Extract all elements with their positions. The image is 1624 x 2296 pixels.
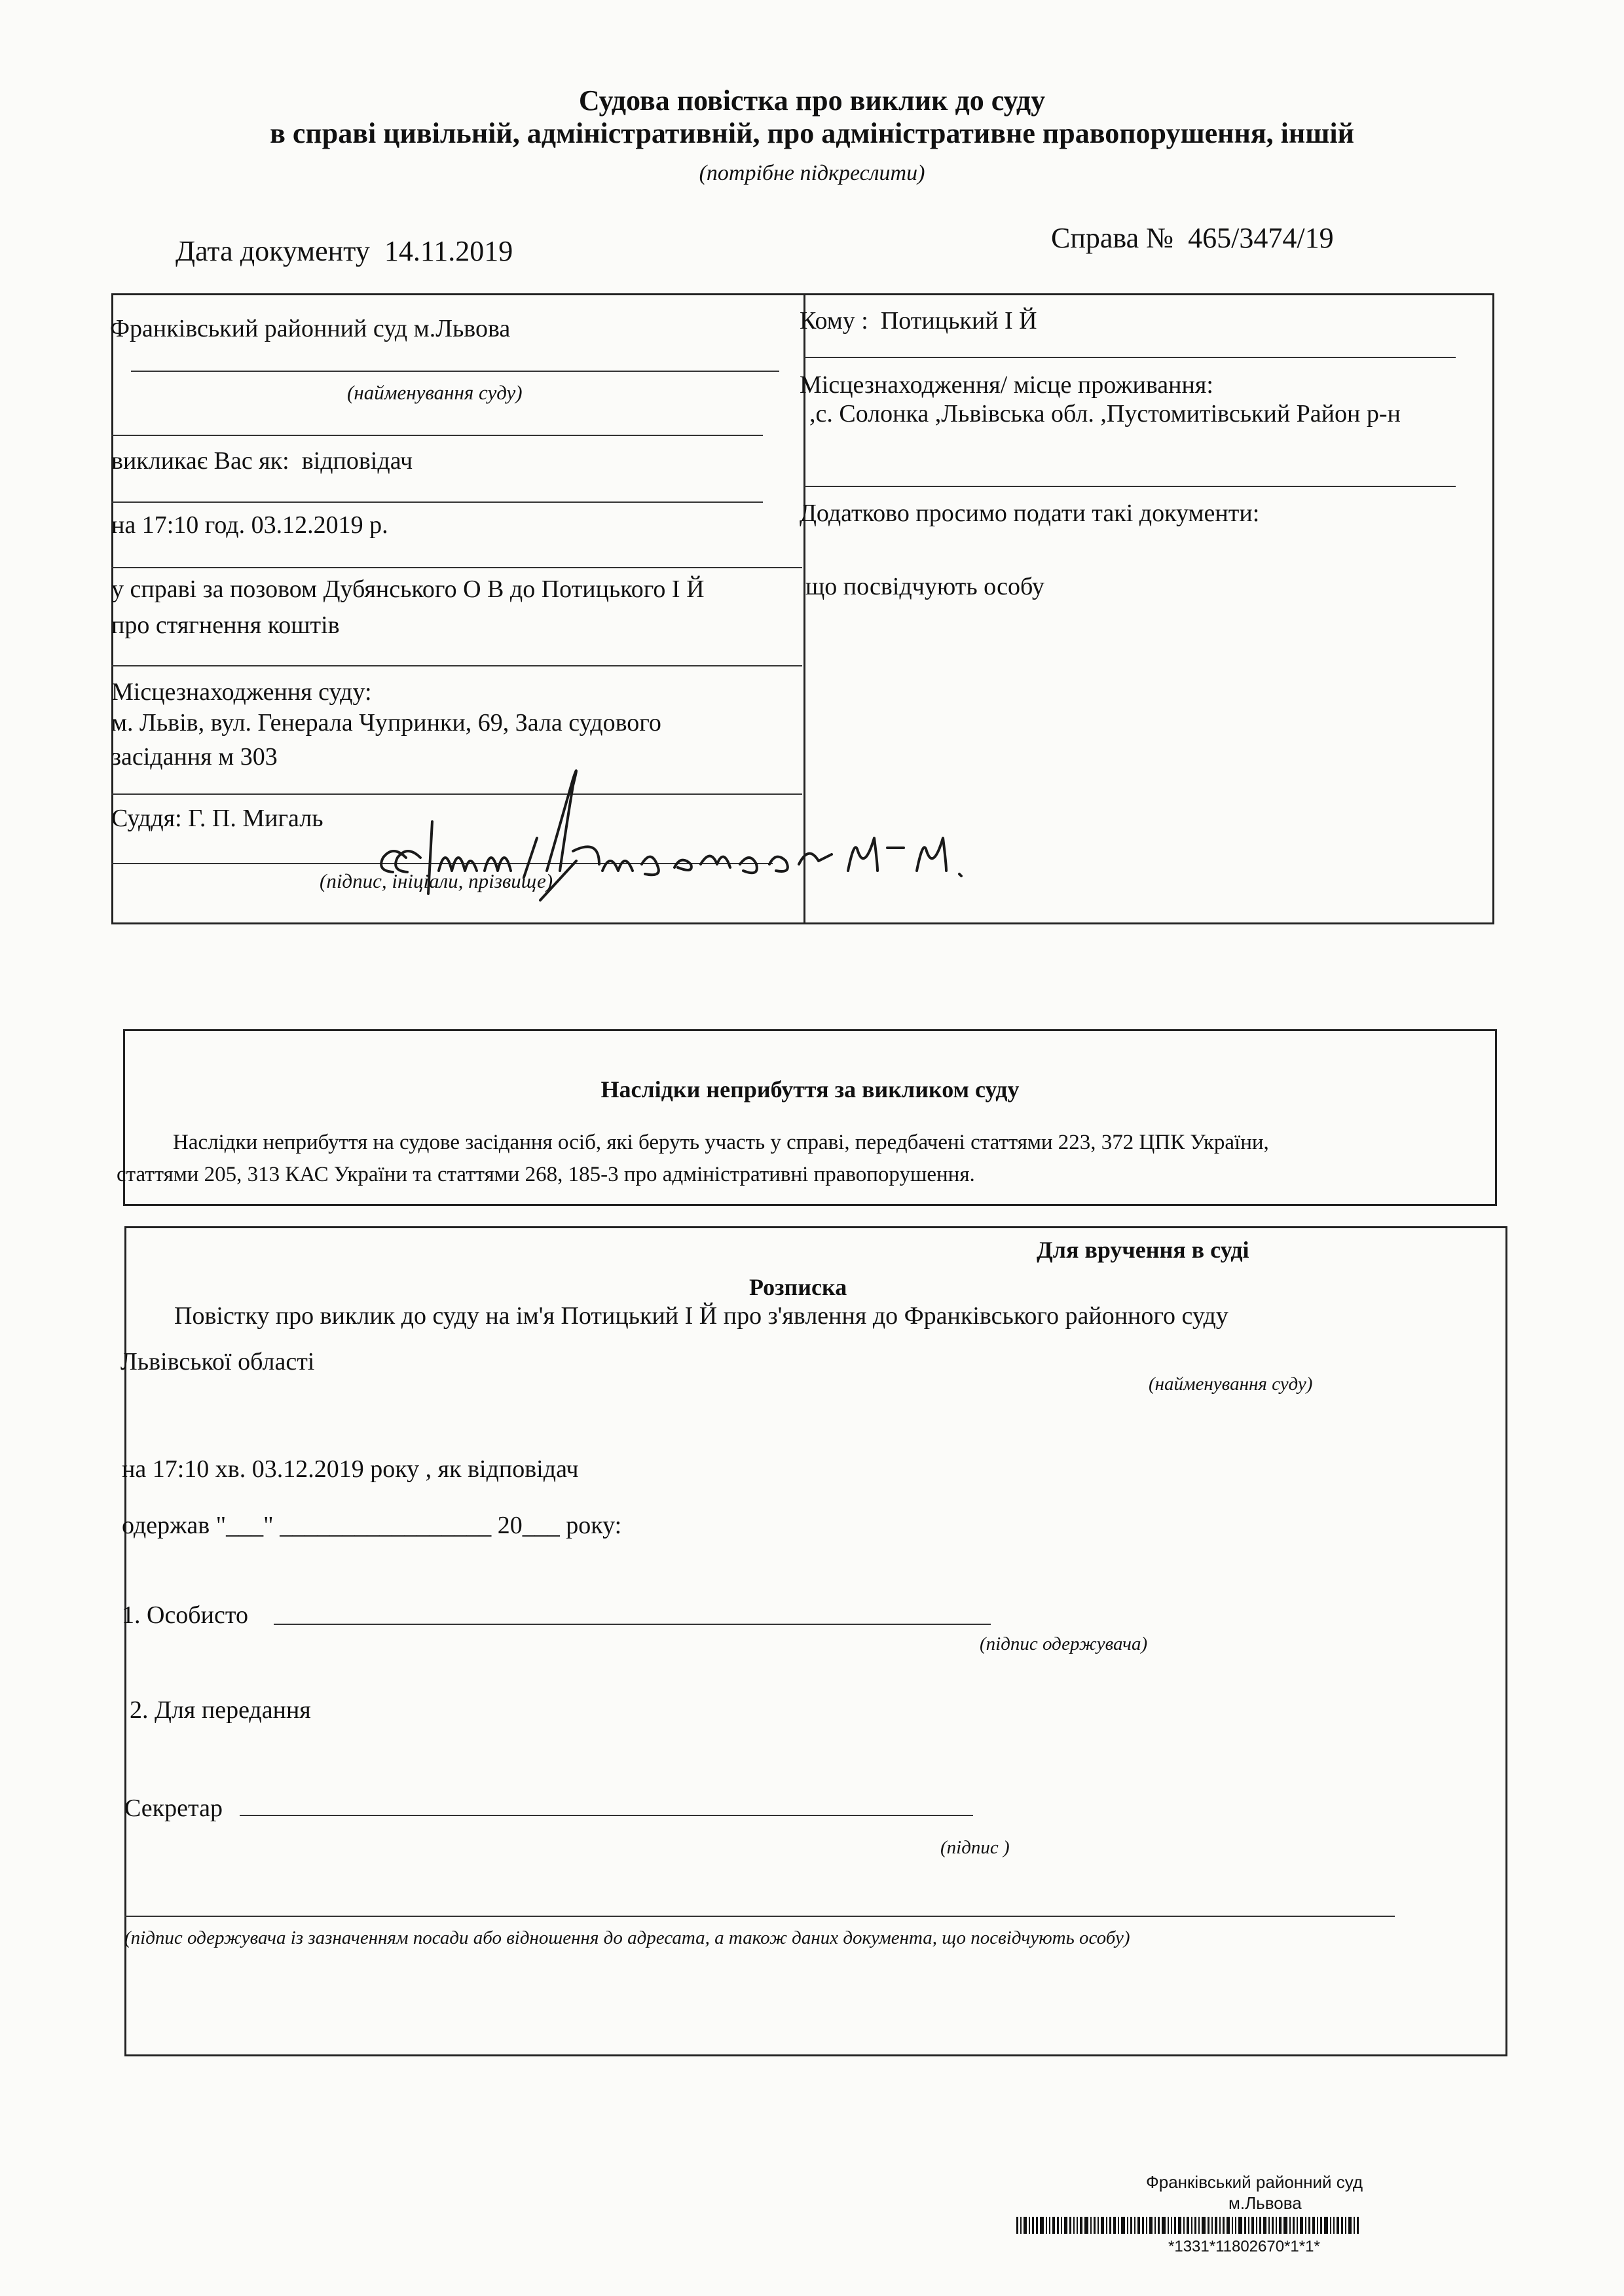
recipient-signature-line (124, 1916, 1395, 1917)
received-date-line: одержав "___" _________________ 20___ року: (122, 1512, 622, 1539)
barcode-bar (1244, 2217, 1246, 2234)
residence-value: ,с. Солонка ,Львівська обл. ,Пустомитівський Район р-н (809, 400, 1401, 428)
barcode-bar (1118, 2217, 1119, 2234)
underline-note: (потрібне підкреслити) (699, 161, 925, 185)
barcode-bar (1223, 2217, 1225, 2234)
barcode-bar (1130, 2217, 1132, 2234)
case-label: Справа № (1051, 222, 1174, 254)
barcode-bar (1219, 2217, 1221, 2234)
barcode-bar (1077, 2217, 1078, 2234)
court-location-line2: засідання м 303 (111, 743, 278, 771)
barcode-bar (1061, 2217, 1062, 2234)
date-value: 14.11.2019 (384, 235, 513, 267)
barcode-bar (1094, 2217, 1096, 2234)
document-title: Судова повістка про виклик до суду (578, 84, 1046, 117)
recipient-label: Кому : (800, 307, 868, 335)
barcode-bar (1337, 2217, 1339, 2234)
barcode-bar (1121, 2217, 1125, 2234)
court-caption: (найменування суду) (347, 381, 523, 404)
court-name: Франківський районний суд м.Львова (110, 315, 511, 342)
barcode-bar (1146, 2217, 1147, 2234)
barcode-bar (1174, 2217, 1176, 2234)
recipient-value: Потицький І Й (880, 307, 1037, 335)
barcode-bar (1046, 2217, 1047, 2234)
judge-name: Суддя: Г. П. Мигаль (111, 805, 323, 832)
barcode (1016, 2217, 1514, 2234)
barcode-bar (1137, 2217, 1140, 2234)
barcode-bar (1016, 2217, 1018, 2234)
recipient-signature-caption: (підпис одержувача із зазначенням посади або відношення до адресата, а також даних документа, що посвідчують особу) (124, 1927, 1130, 1948)
barcode-bar (1168, 2217, 1169, 2234)
barcode-bar (1324, 2217, 1328, 2234)
case-number (1051, 221, 1334, 255)
barcode-bar (1256, 2217, 1257, 2234)
barcode-bar (1191, 2217, 1192, 2234)
recipient-line-rule (804, 357, 1456, 358)
consequences-line1: Наслідки неприбуття на судове засідання осіб, які беруть участь у справі, передбачені статтями 223, 372 ЦПК України, (173, 1131, 1269, 1154)
barcode-bar (1106, 2217, 1107, 2234)
barcode-bar (1101, 2217, 1104, 2234)
barcode-bar (1202, 2217, 1206, 2234)
barcode-bar (1171, 2217, 1172, 2234)
barcode-bar (1036, 2217, 1038, 2234)
barcode-bar (1341, 2217, 1343, 2234)
barcode-bar (1142, 2217, 1144, 2234)
barcode-bar (1127, 2217, 1128, 2234)
barcode-bar (1069, 2217, 1071, 2234)
barcode-bar (1084, 2217, 1088, 2234)
personally-caption: (підпис одержувача) (980, 1633, 1148, 1654)
signature-caption: (підпис, ініціали, прізвище) (320, 869, 553, 892)
receipt-line1: Повістку про виклик до суду на ім'я Потицький І Й про з'явлення до Франківського районного суду (174, 1302, 1228, 1330)
barcode-bar (1064, 2217, 1067, 2234)
court-location-label: Місцезнаходження суду: (111, 678, 372, 706)
barcode-bar (1300, 2217, 1303, 2234)
barcode-bar (1113, 2217, 1116, 2234)
barcode-bar (1251, 2217, 1254, 2234)
barcode-bar (1208, 2217, 1209, 2234)
secretary-label: Секретар (124, 1795, 223, 1822)
role-value: відповідач (301, 447, 413, 475)
barcode-bar (1235, 2217, 1236, 2234)
court-name-line (131, 371, 779, 372)
barcode-bar (1345, 2217, 1346, 2234)
barcode-bar (1333, 2217, 1335, 2234)
barcode-bar (1238, 2217, 1242, 2234)
barcode-bar (1308, 2217, 1310, 2234)
barcode-bar (1029, 2217, 1030, 2234)
barcode-bar (1293, 2217, 1295, 2234)
divider-line (111, 567, 802, 568)
court-location-line1: м. Львів, вул. Генерала Чупринки, 69, Зала судового (111, 709, 661, 737)
barcode-bar (1211, 2217, 1213, 2234)
role-line (111, 446, 413, 475)
receipt-time-line: на 17:10 хв. 03.12.2019 року , як відповідач (122, 1455, 579, 1483)
barcode-bar (1330, 2217, 1331, 2234)
barcode-bar (1317, 2217, 1318, 2234)
barcode-bar (1149, 2217, 1153, 2234)
barcode-bar (1263, 2217, 1266, 2234)
divider-line (111, 501, 763, 503)
barcode-bar (1194, 2217, 1196, 2234)
barcode-bar (1272, 2217, 1274, 2234)
barcode-bar (1276, 2217, 1277, 2234)
documents-label: Додатково просимо подати такі документи: (800, 500, 1260, 527)
barcode-bar (1090, 2217, 1092, 2234)
barcode-bar (1040, 2217, 1044, 2234)
personally-label: 1. Особисто (122, 1601, 248, 1629)
barcode-bar (1312, 2217, 1315, 2234)
secretary-caption: (підпис ) (940, 1837, 1010, 1858)
court-stamp-line2: м.Львова (1228, 2193, 1302, 2213)
barcode-bar (1080, 2217, 1082, 2234)
receipt-corner-note: Для вручення в суді (1037, 1237, 1249, 1263)
barcode-bar (1248, 2217, 1249, 2234)
receipt-title: Розписка (749, 1274, 847, 1300)
handwritten-signature (367, 766, 995, 917)
barcode-bar (1049, 2217, 1050, 2234)
barcode-bar (1227, 2217, 1230, 2234)
barcode-bar (1198, 2217, 1200, 2234)
barcode-bar (1289, 2217, 1291, 2234)
residence-line-rule (804, 486, 1456, 487)
barcode-bar (1057, 2217, 1059, 2234)
case-subject-line2: про стягнення коштів (111, 611, 340, 639)
barcode-bar (1178, 2217, 1181, 2234)
barcode-bar (1215, 2217, 1217, 2234)
barcode-bar (1162, 2217, 1166, 2234)
barcode-bar (1158, 2217, 1160, 2234)
transfer-label: 2. Для передання (130, 1696, 311, 1724)
barcode-bar (1348, 2217, 1352, 2234)
receipt-line2: Львівської області (120, 1348, 315, 1376)
document-subtitle: в справі цивільній, адміністративній, про адміністративне правопорушення, іншій (270, 117, 1354, 149)
barcode-bar (1052, 2217, 1055, 2234)
barcode-bar (1134, 2217, 1135, 2234)
barcode-bar (1305, 2217, 1306, 2234)
case-value: 465/3474/19 (1188, 222, 1334, 254)
barcode-bar (1283, 2217, 1287, 2234)
barcode-bar (1154, 2217, 1156, 2234)
recipient-line (800, 306, 1037, 335)
barcode-bar (1109, 2217, 1111, 2234)
barcode-bar (1020, 2217, 1022, 2234)
barcode-bar (1268, 2217, 1270, 2234)
barcode-bar (1320, 2217, 1322, 2234)
divider-line (111, 665, 802, 666)
personally-signature-line (274, 1624, 991, 1625)
barcode-bar (1279, 2217, 1282, 2234)
barcode-bar (1297, 2217, 1298, 2234)
hearing-time: на 17:10 год. 03.12.2019 р. (111, 511, 388, 539)
secretary-signature-line (240, 1815, 973, 1816)
barcode-bar (1073, 2217, 1075, 2234)
court-stamp-line1: Франківський районний суд (1146, 2172, 1363, 2192)
divider-line (111, 435, 763, 436)
barcode-bar (1357, 2217, 1359, 2234)
barcode-bar (1259, 2217, 1261, 2234)
barcode-bar (1187, 2217, 1189, 2234)
date-label: Дата документу (175, 235, 370, 267)
consequences-title: Наслідки неприбуття за викликом суду (600, 1076, 1020, 1102)
role-label: викликає Вас як: (111, 447, 289, 475)
barcode-number: *1331*11802670*1*1* (1168, 2238, 1320, 2255)
residence-label: Місцезнаходження/ місце проживання: (800, 371, 1213, 399)
barcode-bar (1354, 2217, 1355, 2234)
consequences-line2: статтями 205, 313 КАС України та статтями 268, 185-3 про адміністративні правопорушення. (117, 1163, 975, 1186)
case-subject-line1: у справі за позовом Дубянського О В до Потицького І Й (111, 575, 705, 603)
barcode-bar (1183, 2217, 1185, 2234)
barcode-bar (1024, 2217, 1027, 2234)
receipt-court-caption: (найменування суду) (1149, 1374, 1313, 1394)
documents-value: що посвідчують особу (805, 573, 1044, 600)
barcode-bar (1032, 2217, 1034, 2234)
barcode-bar (1232, 2217, 1233, 2234)
barcode-bar (1098, 2217, 1099, 2234)
document-date (175, 234, 513, 268)
